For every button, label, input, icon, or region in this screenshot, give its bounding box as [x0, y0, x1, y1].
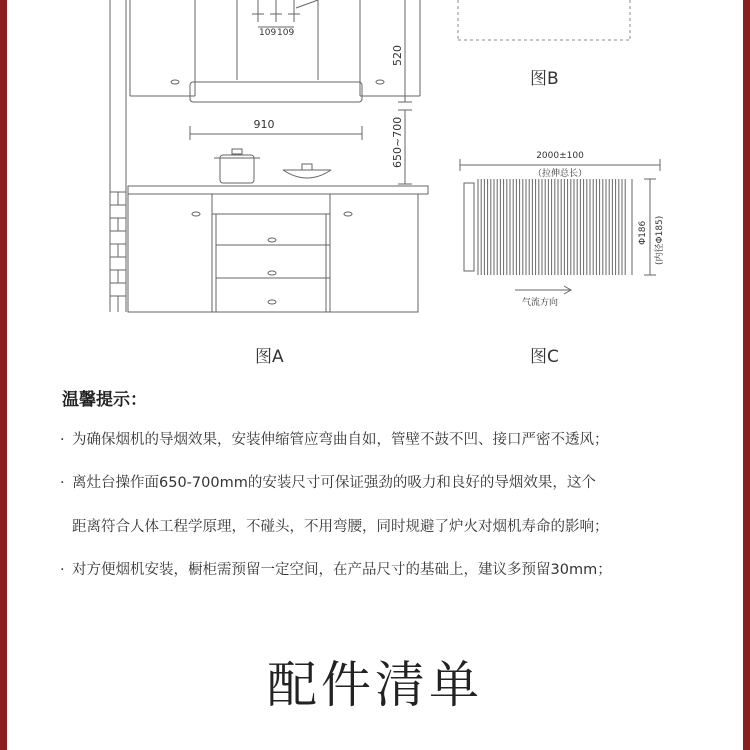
range-hood — [190, 82, 362, 102]
vent-holes — [252, 0, 318, 27]
tip-item-3 — [60, 558, 612, 579]
dim-label-109-left: 109 — [259, 28, 277, 38]
tips-title: 温馨提示： — [62, 390, 147, 410]
dim-label-109-right: 109 — [277, 28, 295, 38]
figure-b-caption: 图B — [530, 69, 559, 89]
figure-c-drawing — [450, 145, 700, 320]
duct-inner-diameter-label: (内径Φ185) — [655, 215, 665, 265]
countertop — [128, 186, 428, 194]
bullet: · — [60, 562, 65, 578]
tip-text: 离灶台操作面650-700mm的安装尺寸可保证强劲的吸力和良好的导烟效果，这个 — [72, 475, 596, 491]
bullet: · — [60, 475, 65, 491]
tip-item-2 — [60, 471, 596, 492]
figure-a-caption: 图A — [255, 347, 284, 367]
brick-wall — [110, 0, 126, 312]
dim-label-650-700: 650~700 — [391, 116, 404, 168]
bullet: · — [60, 432, 65, 448]
figure-a-drawing — [0, 0, 450, 320]
section-title: 配件清单 — [267, 656, 483, 714]
duct-diameter-label: Φ186 — [638, 220, 648, 245]
figure-b-drawing — [455, 0, 635, 50]
right-border — [743, 0, 750, 750]
dim-label-910: 910 — [253, 118, 275, 131]
wok — [283, 164, 331, 186]
pot — [214, 149, 262, 186]
tip-item-2-continued — [60, 515, 609, 536]
tip-text: 距离符合人体工程学原理，不碰头，不用弯腰，同时规避了炉火对烟机寿命的影响； — [72, 519, 609, 535]
airflow-label: 气流方向 — [522, 298, 559, 308]
tip-item-1 — [60, 428, 609, 449]
duct-corrugation — [478, 179, 625, 275]
duct-length-label: 2000±100 — [536, 151, 584, 161]
dim-910 — [190, 126, 362, 140]
figure-c-caption: 图C — [530, 347, 559, 367]
duct-length-note: （拉伸总长） — [532, 169, 588, 179]
duct-collar-left — [464, 183, 474, 271]
tip-text: 对方便烟机安装，橱柜需预留一定空间，在产品尺寸的基础上，建议多预留30mm； — [72, 562, 612, 578]
lower-cabinets — [128, 194, 418, 312]
dim-label-520: 520 — [391, 45, 404, 66]
tip-text: 为确保烟机的导烟效果，安装伸缩管应弯曲自如，管壁不鼓不凹、接口严密不透风； — [72, 432, 609, 448]
